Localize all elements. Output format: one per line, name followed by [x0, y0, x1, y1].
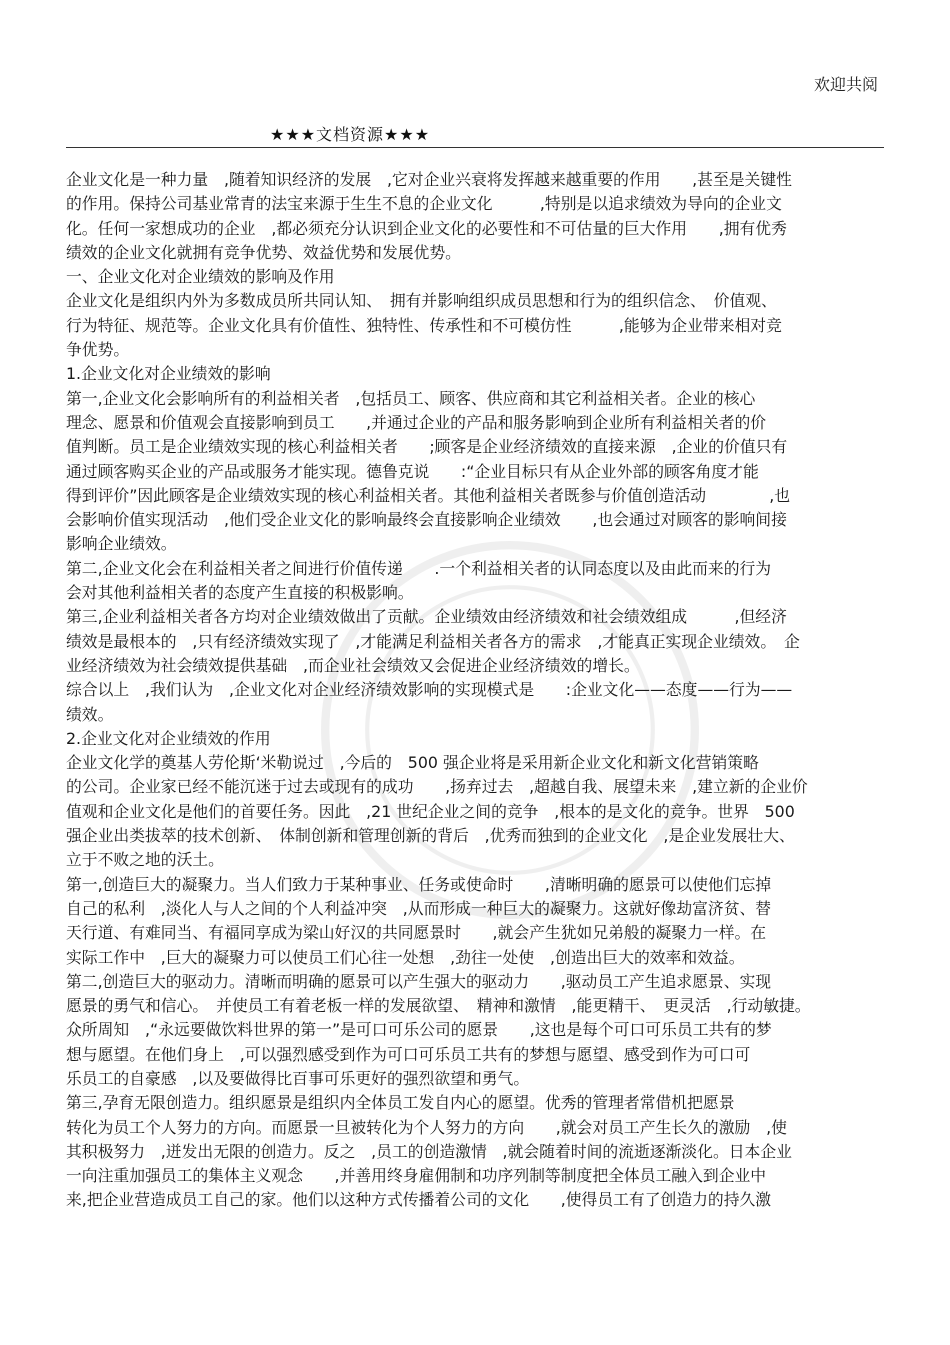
- text-line: 转化为员工个人努力的方向。而愿景一旦被转化为个人努力的方向 ,就会对员工产生长久的激励 ,使: [66, 1117, 787, 1137]
- text-line: 实际工作中 ,巨大的凝聚力可以使员工们心往一处想 ,劲往一处使 ,创造出巨大的效率和效益。: [66, 947, 745, 967]
- text-line: 值判断。员工是企业绩效实现的核心利益相关者 ;顾客是企业经济绩效的直接来源 ,企业的价值只有: [66, 437, 788, 457]
- text-line: 想与愿望。在他们身上 ,可以强烈感受到作为可口可乐员工共有的梦想与愿望、感受到作为可口可: [66, 1044, 751, 1064]
- text-line: 来,把企业营造成员工自己的家。他们以这种方式传播着公司的文化 ,使得员工有了创造力的持久激: [66, 1190, 772, 1210]
- text-line: 通过顾客购买企业的产品或服务才能实现。德鲁克说 :“企业目标只有从企业外部的顾客角度才能: [66, 461, 759, 481]
- header-divider: [66, 147, 884, 148]
- text-line: 其积极努力 ,迸发出无限的创造力。反之 ,员工的创造激情 ,就会随着时间的流逝逐渐淡化。日本企业: [66, 1141, 792, 1161]
- text-line: 会对其他利益相关者的态度产生直接的积极影响。: [66, 583, 414, 603]
- text-line: 自己的私利 ,淡化人与人之间的个人利益冲突 ,从而形成一种巨大的凝聚力。这就好像劫富济贫、替: [66, 898, 772, 918]
- text-line: 第二,创造巨大的驱动力。清晰而明确的愿景可以产生强大的驱动力 ,驱动员工产生追求愿景、实现: [66, 971, 772, 991]
- text-line: 第二,企业文化会在利益相关者之间进行价值传递 .一个利益相关者的认同态度以及由此而来的行为: [66, 558, 772, 578]
- text-line: 争优势。: [66, 340, 130, 360]
- text-line: 立于不败之地的沃土。: [66, 850, 224, 870]
- text-line: 行为特征、规范等。企业文化具有价值性、独特性、传承性和不可模仿性 ,能够为企业带来相对竞: [66, 315, 782, 335]
- text-line: 化。任何一家想成功的企业 ,都必须充分认识到企业文化的必要性和不可估量的巨大作用 ,拥有优秀: [66, 218, 787, 238]
- document-body: [66, 168, 884, 1213]
- text-line: 绩效的企业文化就拥有竞争优势、效益优势和发展优势。: [66, 242, 461, 262]
- text-line: 愿景的勇气和信心。 并使员工有着老板一样的发展欲望、 精神和激情 ,能更精干、 更灵活 ,行动敏捷。: [66, 996, 811, 1016]
- text-line: 天行道、有难同当、有福同享成为梁山好汉的共同愿景时 ,就会产生犹如兄弟般的凝聚力一样。在: [66, 923, 767, 943]
- document-banner: ★★★文档资源★★★: [270, 125, 431, 144]
- text-line: 企业文化是组织内外为多数成员所共同认知、 拥有并影响组织成员思想和行为的组织信念、 价值观、: [66, 291, 777, 311]
- text-line: 影响企业绩效。: [66, 534, 177, 554]
- text-line: 会影响价值实现活动 ,他们受企业文化的影响最终会直接影响企业绩效 ,也会通过对顾客的影响间接: [66, 510, 787, 530]
- text-line: 第一,企业文化会影响所有的利益相关者 ,包括员工、顾客、供应商和其它利益相关者。企业的核心: [66, 388, 756, 408]
- text-line: 企业文化是一种力量 ,随着知识经济的发展 ,它对企业兴衰将发挥越来越重要的作用 ,甚至是关键性: [66, 170, 792, 189]
- text-line: 业经济绩效为社会绩效提供基础 ,而企业社会绩效又会促进企业经济绩效的增长。: [66, 655, 640, 675]
- text-line: 的作用。保持公司基业常青的法宝来源于生生不息的企业文化 ,特别是以追求绩效为导向的企业文: [66, 194, 782, 214]
- text-line: 1.企业文化对企业绩效的影响: [66, 364, 271, 384]
- text-line: 众所周知 ,“永远要做饮料世界的第一”是可口可乐公司的愿景 ,这也是每个可口可乐员工共有的梦: [66, 1020, 772, 1040]
- text-line: 绩效。: [66, 704, 114, 724]
- text-line: 2.企业文化对企业绩效的作用: [66, 728, 271, 748]
- text-line: 一向注重加强员工的集体主义观念 ,并善用终身雇佣制和功序列制等制度把全体员工融入到企业中: [66, 1166, 767, 1186]
- text-line: 的公司。企业家已经不能沉迷于过去或现有的成功 ,扬弃过去 ,超越自我、展望未来 ,建立新的企业价: [66, 777, 808, 797]
- text-line: 第一,创造巨大的凝聚力。当人们致力于某种事业、任务或使命时 ,清晰明确的愿景可以使他们忘掉: [66, 874, 772, 894]
- text-line: 综合以上 ,我们认为 ,企业文化对企业经济绩效影响的实现模式是 :企业文化——态度——行为——: [66, 680, 793, 700]
- text-line: 第三,孕育无限创造力。组织愿景是组织内全体员工发自内心的愿望。优秀的管理者常借机把愿景: [66, 1093, 735, 1113]
- text-line: 一、企业文化对企业绩效的影响及作用: [66, 267, 335, 287]
- text-line: 得到评价”因此顾客是企业绩效实现的核心利益相关者。其他利益相关者既参与价值创造活动 ,也: [66, 485, 791, 505]
- text-line: 理念、愿景和价值观会直接影响到员工 ,并通过企业的产品和服务影响到企业所有利益相关者的价: [66, 412, 767, 432]
- text-line: 第三,企业利益相关者各方均对企业绩效做出了贡献。企业绩效由经济绩效和社会绩效组成 ,但经济: [66, 607, 787, 627]
- text-line: 绩效是最根本的 ,只有经济绩效实现了 ,才能满足利益相关者各方的需求 ,才能真正实现企业绩效。 企: [66, 631, 800, 651]
- text-line: 强企业出类拔萃的技术创新、 体制创新和管理创新的背后 ,优秀而独到的企业文化 ,是企业发展壮大、: [66, 826, 795, 846]
- welcome-text: 欢迎共阅: [813, 75, 878, 94]
- text-line: 值观和企业文化是他们的首要任务。因此 ,21 世纪企业之间的竞争 ,根本的是文化的竞争。世界 500: [66, 801, 795, 821]
- text-line: 乐员工的自豪感 ,以及要做得比百事可乐更好的强烈欲望和勇气。: [66, 1068, 530, 1088]
- text-line: 企业文化学的奠基人劳伦斯‘米勒说过 ,今后的 500 强企业将是采用新企业文化和新文化营销策略: [66, 753, 759, 773]
